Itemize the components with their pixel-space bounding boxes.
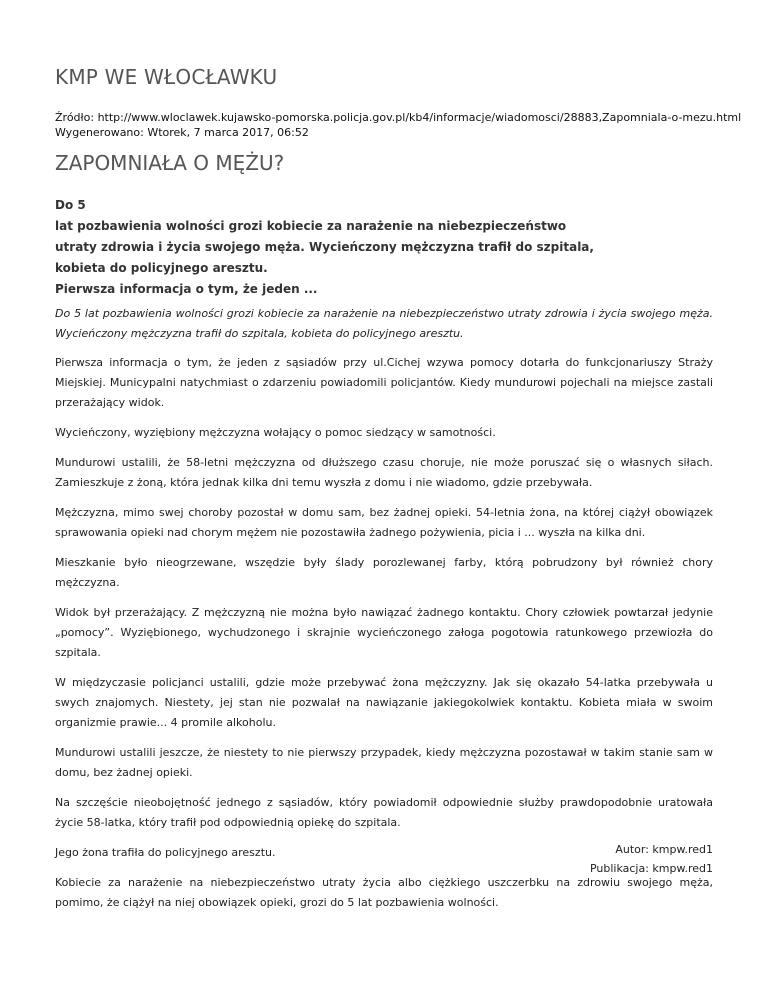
article-body [55,304,713,923]
article-intro: Do 5 lat pozbawienia wolności grozi kobiecie za narażenie na niebezpieczeństwo utraty zdrowia i życia swojego męża. Wycieńczony mężczyzna trafił do szpitala, kobieta do policyjnego aresztu. [55,307,713,340]
article-lead [55,195,715,300]
article-paragraph: Jego żona trafiła do policyjnego aresztu. [55,846,276,859]
article-paragraph: Mundurowi ustalili, że 58-letni mężczyzna od dłuższego czasu choruje, nie może poruszać się o własnych siłach. Zamieszkuje z żoną, która jednak kilka dni temu wyszła z domu i nie wiadomo, gdzie przebywała. [55,456,713,489]
article-paragraph: Mężczyzna, mimo swej choroby pozostał w domu sam, bez żadnej opieki. 54-letnia żona, na której ciążył obowiązek sprawowania opieki nad chorym mężem nie pozostawiła żadnego pożywienia, picia i ... wyszła na kilka dni. [55,506,713,539]
author: Autor: kmpw.red1 [615,843,713,856]
article-paragraph: Wycieńczony, wyziębiony mężczyzna wołający o pomoc siedzący w samotności. [55,426,496,439]
lead-line: lat pozbawienia wolności grozi kobiecie za narażenie na niebezpieczeństwo [55,219,567,233]
article-paragraph: W międzyczasie policjanci ustalili, gdzie może przebywać żona mężczyzny. Jak się okazało 54-latka przebywała u swych znajomych. Niestety, jej stan nie pozwalał na nawiązanie jakiegokolwiek kontaktu. Kobieta miała w swoim organizmie prawie... 4 promile alkoholu. [55,676,713,729]
source-meta [55,110,742,140]
article-paragraph: Na szczęście nieobojętność jednego z sąsiadów, który powiadomił odpowiednie służby prawdopodobnie uratowała życie 58-latka, który trafił pod odpowiednią opiekę do szpitala. [55,796,713,829]
article-paragraph: Mieszkanie było nieogrzewane, wszędzie były ślady porozlewanej farby, którą pobrudzony był również chory mężczyzna. [55,556,713,589]
article-footer [590,840,713,878]
site-title: KMP WE WŁOCŁAWKU [55,65,278,89]
article-paragraph: Mundurowi ustalili jeszcze, że niestety to nie pierwszy przypadek, kiedy mężczyzna pozostawał w takim stanie sam w domu, bez żadnej opieki. [55,746,713,779]
article-paragraph: Kobiecie za narażenie na niebezpieczeństwo utraty życia albo ciężkiego uszczerbku na zdrowiu swojego męża, pomimo, że ciążył na niej obowiązek opieki, grozi do 5 lat pozbawienia wolności. [55,876,713,909]
source-url: Źródło: http://www.wloclawek.kujawsko-pomorska.policja.gov.pl/kb4/informacje/wiadomosci/28883,Zapomniala-o-mezu.html [55,111,742,124]
article-paragraph: Widok był przerażający. Z mężczyzną nie można było nawiązać żadnego kontaktu. Chory człowiek powtarzał jedynie „pomocy”. Wyziębionego, wychudzonego i skrajnie wycieńczonego załoga pogotowia ratunkowego przewiozła do szpitala. [55,606,713,659]
article-title: ZAPOMNIAŁA O MĘŻU? [55,151,285,175]
publication: Publikacja: kmpw.red1 [589,862,713,875]
lead-line: utraty zdrowia i życia swojego męża. Wycieńczony mężczyzna trafił do szpitala, [55,240,594,254]
lead-line: kobieta do policyjnego aresztu. [55,261,268,275]
generated-date: Wygenerowano: Wtorek, 7 marca 2017, 06:52 [55,126,309,139]
lead-line: Do 5 [55,198,86,212]
lead-line: Pierwsza informacja o tym, że jeden ... [55,282,318,296]
article-paragraph: Pierwsza informacja o tym, że jeden z sąsiadów przy ul.Cichej wzywa pomocy dotarła do funkcjonariuszy Straży Miejskiej. Municypalni natychmiast o zdarzeniu powiadomili policjantów. Kiedy mundurowi pojechali na miejsce zastali przerażający widok. [55,356,713,409]
